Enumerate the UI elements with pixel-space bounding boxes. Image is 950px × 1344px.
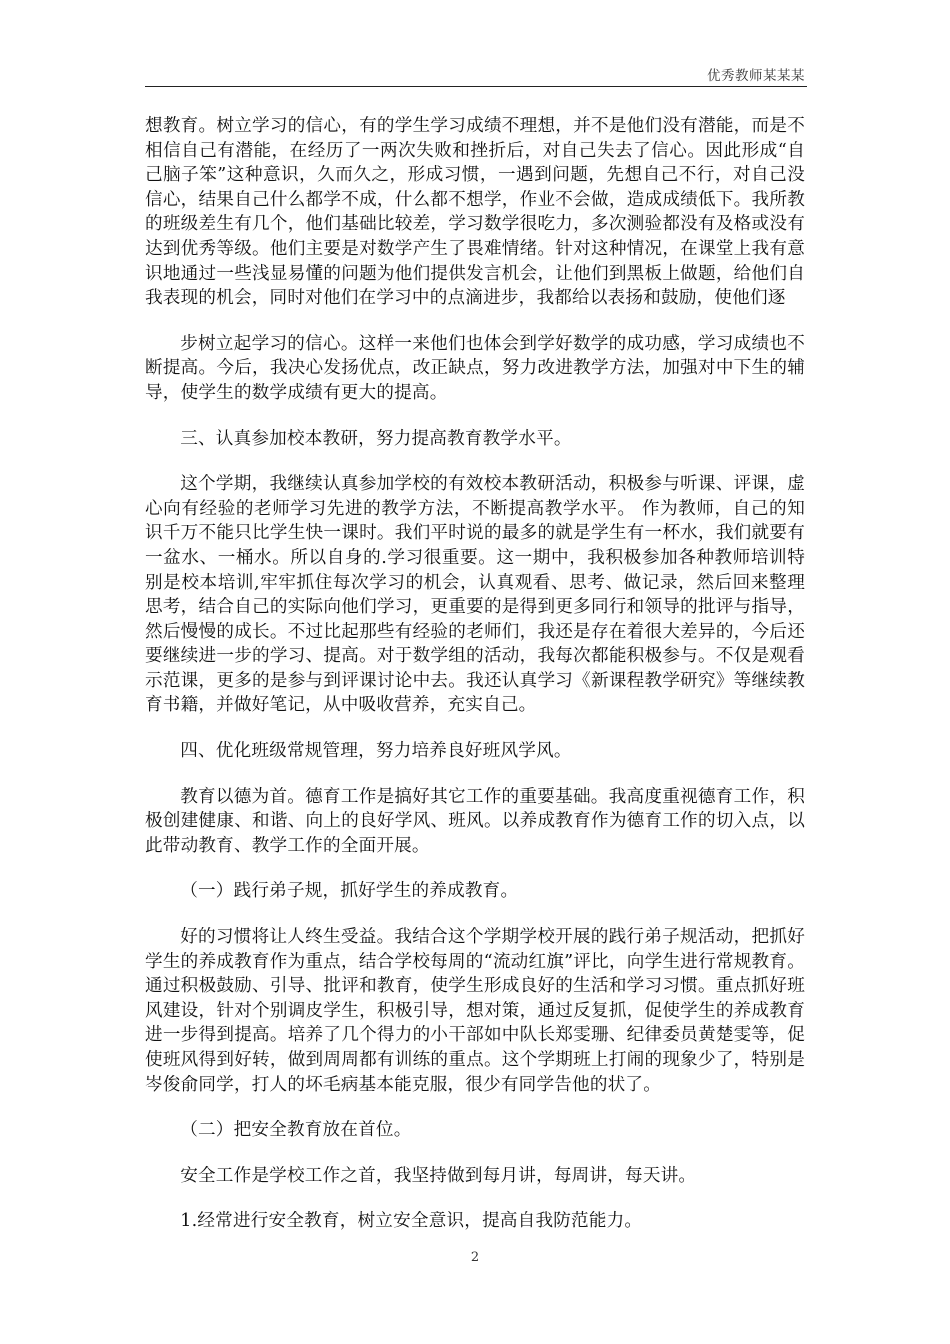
page-header xyxy=(145,62,807,87)
document-body xyxy=(145,114,805,1255)
paragraph: 这个学期，我继续认真参加学校的有效校本教研活动，积极参与听课、评课，虚心向有经验的老师学习先进的教学方法，不断提高教学水平。 作为教师，自己的知识千万不能只比学生快一课时。我们平时说的最多的就是学生有一杯水，我们就要有一盆水、一桶水。所以自身的.学习很重要。这一期中，我积极参加各种教师培训特别是校本培训,牢牢抓住每次学习的机会，认真观看、思考、做记录，然后回来整理思考，结合自己的实际向他们学习，更重要的是得到更多同行和领导的批评与指导，然后慢慢的成长。不过比起那些有经验的老师们，我还是存在着很大差异的，今后还要继续进一步的学习、提高。对于数学组的活动，我每次都能积极参与。不仅是观看示范课，更多的是参与到评课讨论中去。我还认真学习《新课程教学研究》等继续教育书籍，并做好笔记，从中吸收营养，充实自己。 xyxy=(145,474,805,716)
section-heading: 三、认真参加校本教研，努力提高教育教学水平。 xyxy=(180,428,572,449)
subsection-heading: （二）把安全教育放在首位。 xyxy=(180,1120,412,1141)
page-number: 2 xyxy=(470,1250,480,1265)
subsection-heading: （一）践行弟子规，抓好学生的养成教育。 xyxy=(180,881,519,902)
paragraph-continuation: 想教育。树立学习的信心，有的学生学习成绩不理想，并不是他们没有潜能，而是不相信自己有潜能，在经历了一两次失败和挫折后，对自己失去了信心。因此形成“自己脑子笨”这种意识，久而久之，形成习惯，一遇到问题，先想自己不行，对自己没信心，结果自己什么都学不成，什么都不想学，作业不会做，造成成绩低下。我所教的班级差生有几个，他们基础比较差，学习数学很吃力，多次测验都没有及格或没有达到优秀等级。他们主要是对数学产生了畏难情绪。针对这种情况，在课堂上我有意识地通过一些浅显易懂的问题为他们提供发言机会，让他们到黑板上做题，给他们自我表现的机会，同时对他们在学习中的点滴进步，我都给以表扬和鼓励，使他们逐 xyxy=(145,116,805,309)
paragraph: 教育以德为首。德育工作是搞好其它工作的重要基础。我高度重视德育工作，积极创建健康、和谐、向上的良好学风、班风。以养成教育作为德育工作的切入点，以此带动教育、教学工作的全面开展。 xyxy=(145,786,805,856)
paragraph: 好的习惯将让人终生受益。我结合这个学期学校开展的践行弟子规活动，把抓好学生的养成教育作为重点，结合学校每周的“流动红旗”评比，向学生进行常规教育。通过积极鼓励、引导、批评和教育，使学生形成良好的生活和学习习惯。重点抓好班风建设，针对个别调皮学生，积极引导，想对策，通过反复抓，促使学生的养成教育进一步得到提高。培养了几个得力的小干部如中队长郑雯珊、纪律委员黄楚雯等，促使班风得到好转，做到周周都有训练的重点。这个学期班上打闹的现象少了，特别是岑俊俞同学，打人的坏毛病基本能克服，很少有同学告他的状了。 xyxy=(145,927,805,1095)
section-heading: 四、优化班级常规管理，努力培养良好班风学风。 xyxy=(180,741,572,762)
list-item: 1.经常进行安全教育，树立安全意识，提高自我防范能力。 xyxy=(180,1211,643,1232)
paragraph: 步树立起学习的信心。这样一来他们也体会到学好数学的成功感，学习成绩也不断提高。今后，我决心发扬优点，改正缺点，努力改进教学方法，加强对中下生的辅导，使学生的数学成绩有更大的提高。 xyxy=(145,333,805,403)
header-title: 优秀教师某某某 xyxy=(707,68,805,84)
paragraph: 安全工作是学校工作之首，我坚持做到每月讲，每周讲，每天讲。 xyxy=(180,1165,697,1186)
